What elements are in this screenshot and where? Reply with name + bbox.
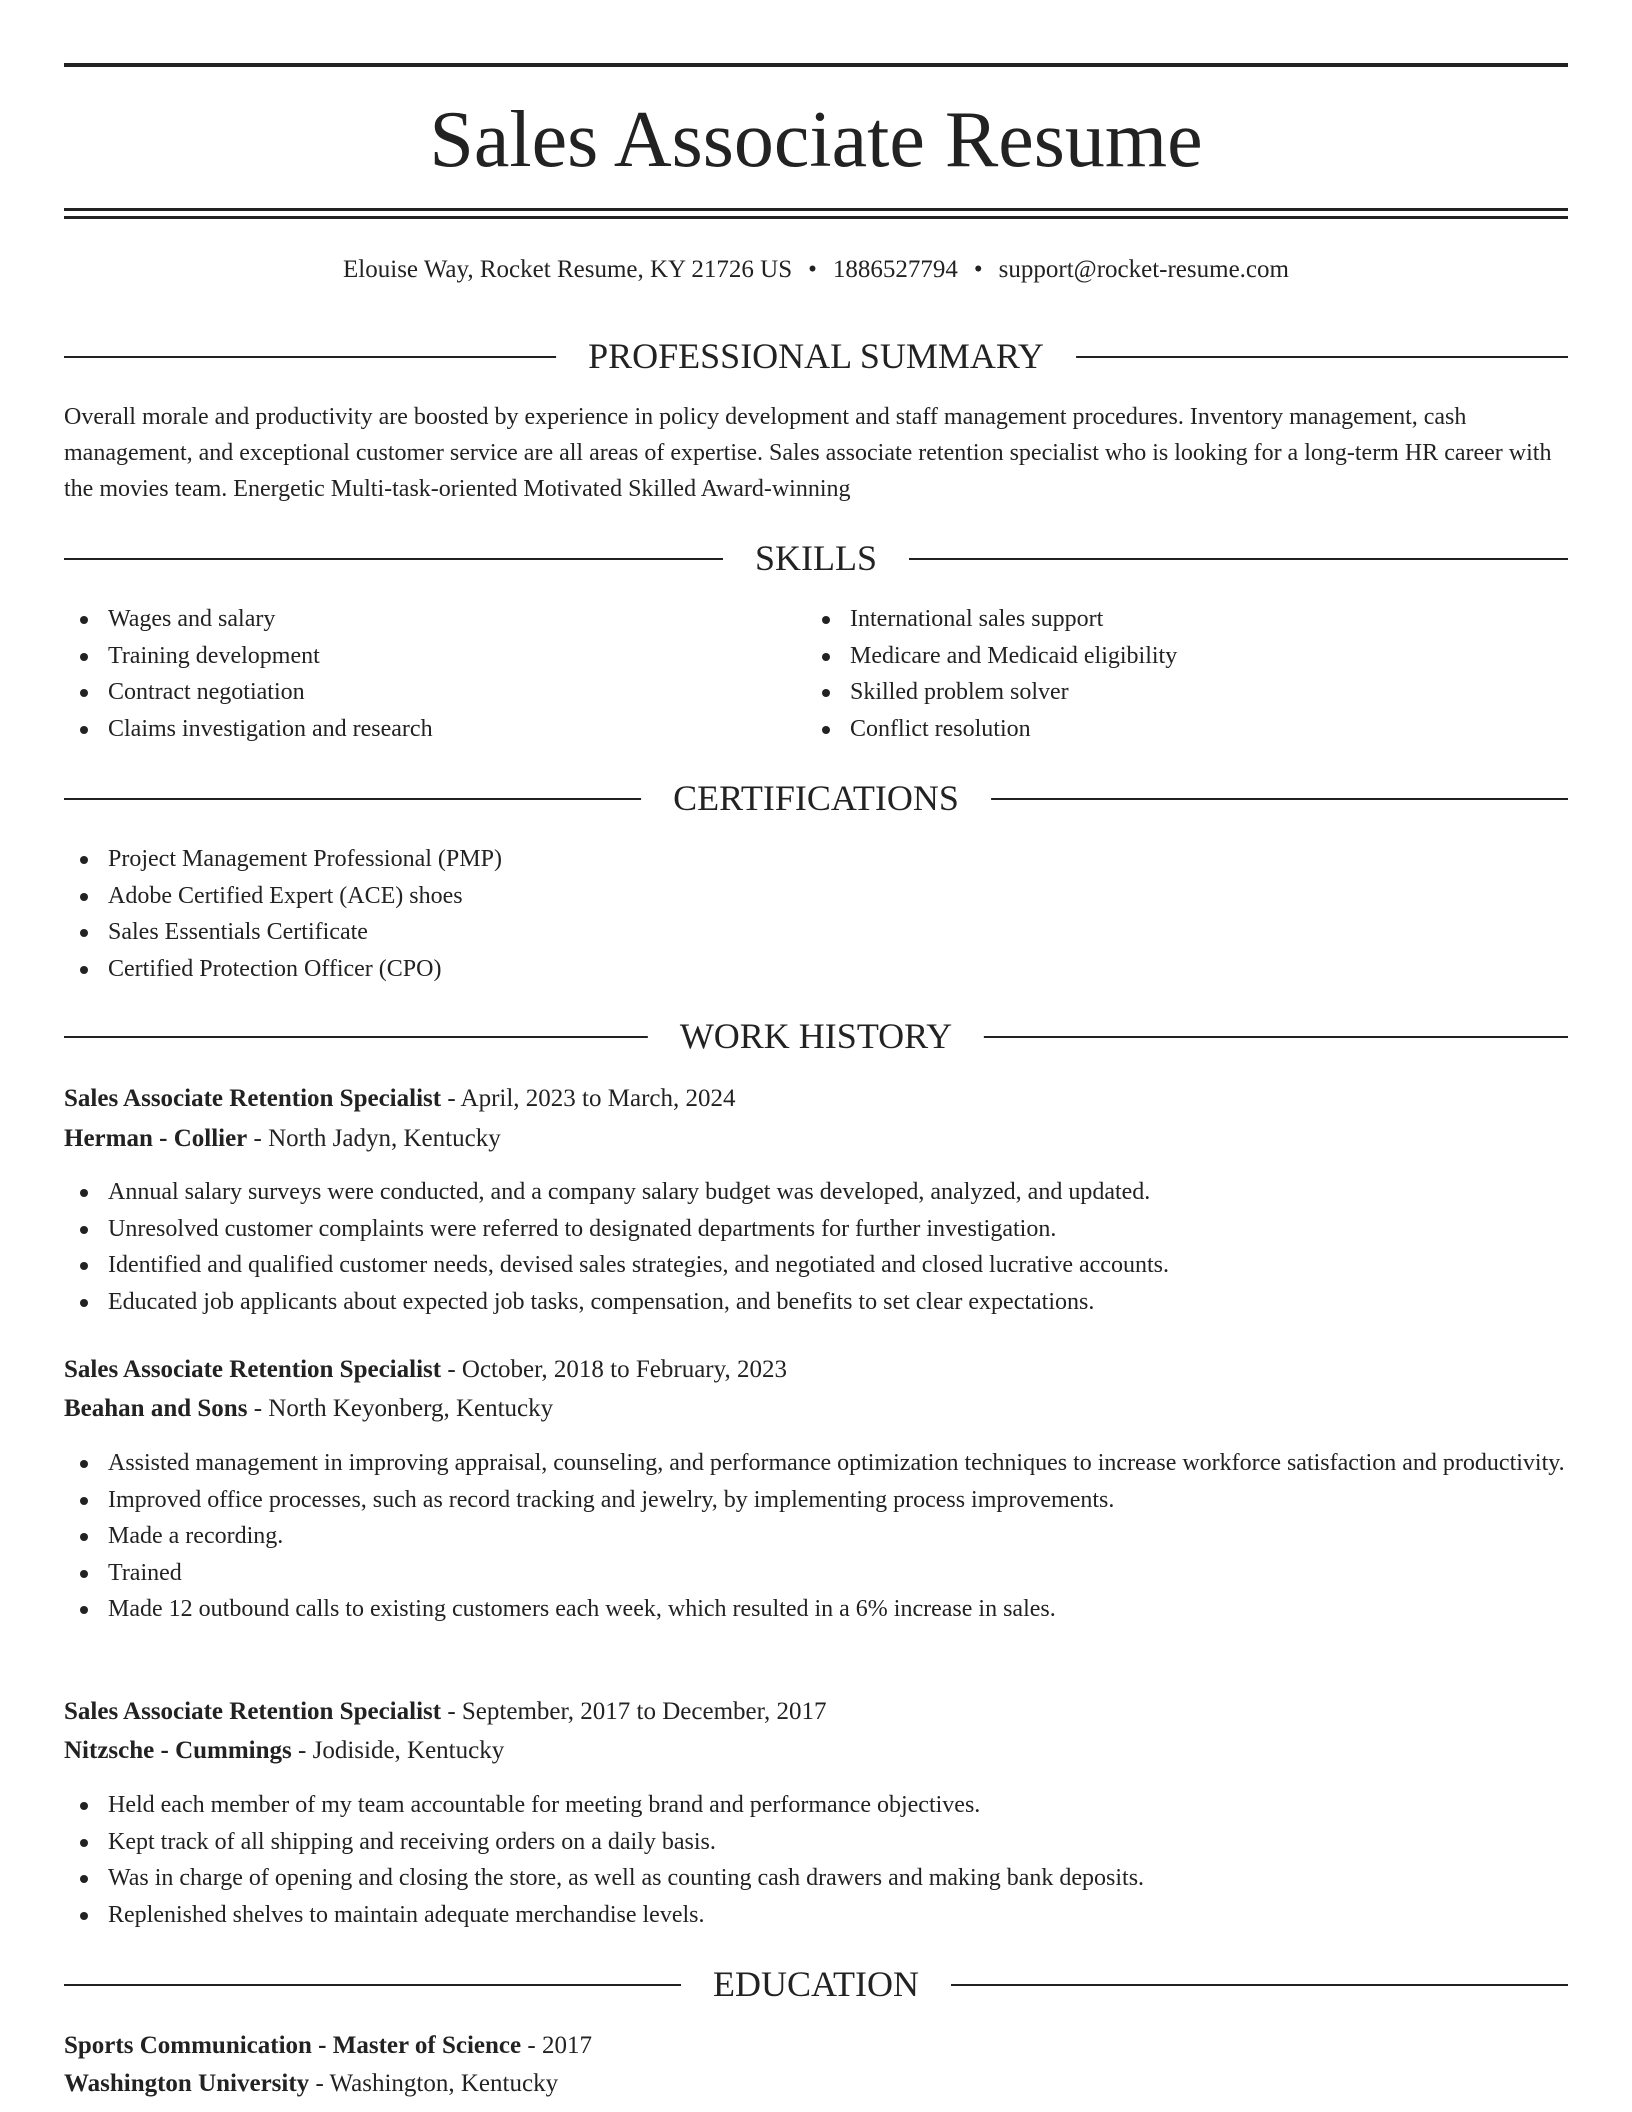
skills-list-left xyxy=(64,601,804,747)
section-title: WORK HISTORY xyxy=(648,1011,984,1061)
contact-separator: • xyxy=(973,256,983,283)
job-company-line xyxy=(64,1389,1568,1429)
certification-item: Sales Essentials Certificate xyxy=(64,914,1568,951)
skill-item: Claims investigation and research xyxy=(64,711,804,748)
job-bullet: Held each member of my team accountable for meeting brand and performance objectives. xyxy=(64,1787,1568,1824)
job-title-line xyxy=(64,1692,1568,1732)
job-location: - Jodiside, Kentucky xyxy=(298,1737,505,1764)
section-title: SKILLS xyxy=(723,533,909,583)
job-company: Herman - Collier xyxy=(64,1125,248,1152)
job-location: - North Jadyn, Kentucky xyxy=(253,1125,501,1152)
job-title: Sales Associate Retention Specialist xyxy=(64,1085,442,1112)
contact-separator: • xyxy=(808,256,817,283)
education-section-heading xyxy=(64,1959,1568,2009)
contact-email: support@rocket-resume.com xyxy=(998,256,1289,283)
job-title-line xyxy=(64,1079,1568,1119)
job-bullet: Was in charge of opening and closing the store, as well as counting cash drawers and making bank deposits. xyxy=(64,1860,1568,1897)
job-bullet: Annual salary surveys were conducted, and a company salary budget was developed, analyzed, and updated. xyxy=(64,1174,1568,1211)
skill-item: International sales support xyxy=(806,601,1566,638)
certifications-section-heading xyxy=(64,773,1568,823)
certifications-list xyxy=(64,841,1568,987)
skill-item: Medicare and Medicaid eligibility xyxy=(806,638,1566,675)
education-degree-line xyxy=(64,2026,1568,2066)
education-degree: Sports Communication - Master of Science xyxy=(64,2032,522,2059)
job-company: Nitzsche - Cummings xyxy=(64,1737,292,1764)
skills-list-right xyxy=(806,601,1566,747)
summary-section-heading xyxy=(64,331,1568,381)
skills-section-heading xyxy=(64,533,1568,583)
contact-address: Elouise Way, Rocket Resume, KY 21726 US xyxy=(343,256,793,283)
job-bullets xyxy=(64,1787,1568,1933)
job-bullet: Kept track of all shipping and receiving orders on a daily basis. xyxy=(64,1824,1568,1861)
title-double-rule-upper xyxy=(64,208,1568,211)
skill-item: Training development xyxy=(64,638,804,675)
certification-item: Certified Protection Officer (CPO) xyxy=(64,951,1568,988)
section-title: CERTIFICATIONS xyxy=(641,773,991,823)
job-bullets xyxy=(64,1445,1568,1628)
job-bullet: Made a recording. xyxy=(64,1518,1568,1555)
job-title: Sales Associate Retention Specialist xyxy=(64,1356,442,1383)
job-company: Beahan and Sons xyxy=(64,1395,248,1422)
job-bullet: Replenished shelves to maintain adequate merchandise levels. xyxy=(64,1897,1568,1934)
contact-line xyxy=(64,252,1568,288)
job-title-line xyxy=(64,1350,1568,1390)
job-dates: - September, 2017 to December, 2017 xyxy=(447,1698,827,1725)
job-bullets xyxy=(64,1174,1568,1320)
job-bullet: Made 12 outbound calls to existing customers each week, which resulted in a 6% increase in sales. xyxy=(64,1591,1568,1628)
job-company-line xyxy=(64,1731,1568,1771)
education-year: - 2017 xyxy=(527,2032,592,2059)
job-bullet: Identified and qualified customer needs, devised sales strategies, and negotiated and closed lucrative accounts. xyxy=(64,1247,1568,1284)
skill-item: Skilled problem solver xyxy=(806,674,1566,711)
job-dates: - October, 2018 to February, 2023 xyxy=(447,1356,787,1383)
skill-item: Wages and salary xyxy=(64,601,804,638)
job-dates: - April, 2023 to March, 2024 xyxy=(447,1085,736,1112)
section-title: EDUCATION xyxy=(681,1959,951,2009)
work-history-section-heading xyxy=(64,1011,1568,1061)
education-school-line xyxy=(64,2064,1568,2104)
section-title: PROFESSIONAL SUMMARY xyxy=(556,331,1076,381)
job-bullet: Improved office processes, such as record tracking and jewelry, by implementing process improvements. xyxy=(64,1482,1568,1519)
job-bullet: Assisted management in improving appraisal, counseling, and performance optimization techniques to increase workforce satisfaction and productivity. xyxy=(64,1445,1568,1482)
title-double-rule-lower xyxy=(64,216,1568,219)
skill-item: Contract negotiation xyxy=(64,674,804,711)
contact-phone: 1886527794 xyxy=(832,256,958,283)
job-bullet: Trained xyxy=(64,1555,1568,1592)
skill-item: Conflict resolution xyxy=(806,711,1566,748)
job-company-line xyxy=(64,1119,1568,1159)
job-bullet: Educated job applicants about expected job tasks, compensation, and benefits to set clear expectations. xyxy=(64,1284,1568,1321)
job-location: - North Keyonberg, Kentucky xyxy=(253,1395,554,1422)
certification-item: Project Management Professional (PMP) xyxy=(64,841,1568,878)
education-school: Washington University xyxy=(64,2070,310,2097)
certification-item: Adobe Certified Expert (ACE) shoes xyxy=(64,878,1568,915)
education-location: - Washington, Kentucky xyxy=(315,2070,559,2097)
resume-title: Sales Associate Resume xyxy=(429,96,1203,184)
job-title: Sales Associate Retention Specialist xyxy=(64,1698,442,1725)
summary-text: Overall morale and productivity are boosted by experience in policy development and staff management procedures. Inventory management, cash management, and exceptional customer service are all areas of expertise. Sales associate retention specialist who is looking for a long-term HR career with the movies team. Energetic Multi-task-oriented Motivated Skilled Award-winning xyxy=(64,404,1552,502)
job-bullet: Unresolved customer complaints were referred to designated departments for further investigation. xyxy=(64,1211,1568,1248)
top-rule xyxy=(64,63,1568,67)
